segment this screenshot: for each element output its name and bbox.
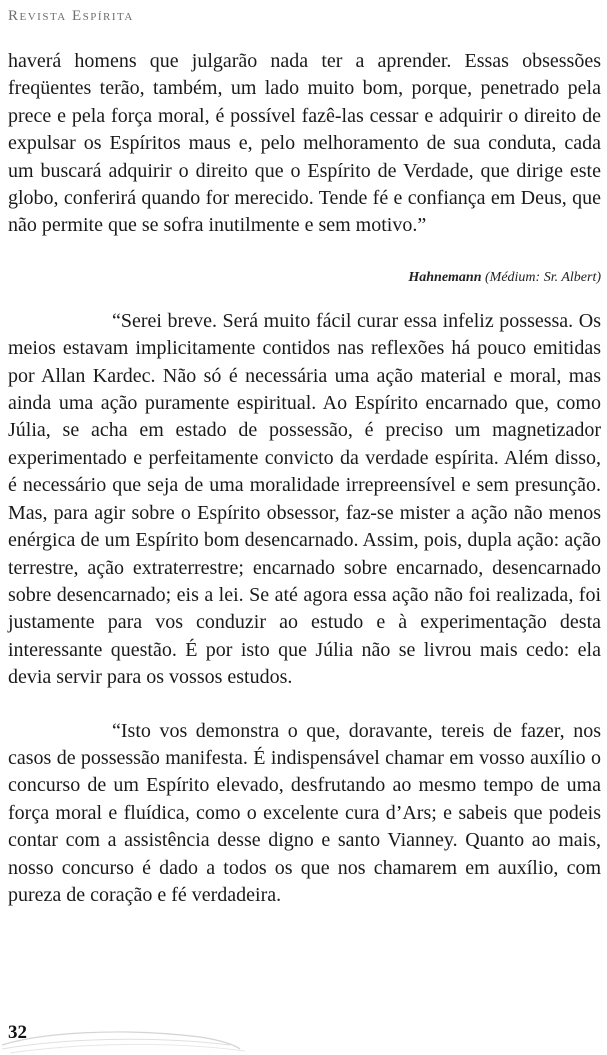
paragraph-continuation: haverá homens que julgarão nada ter a aprender. Essas obsessões freqüentes terão, também, um lado muito bom, porque, penetrado pela prece e pela força moral, é possível fazê-las cessar e adquirir o direito de expulsar os Espíritos maus e, pelo melhoramento de sua conduta, cada um buscará adquirir o direito que o Espírito de Verdade, que dirige este globo, conferirá quando for merecido. Tende fé e confiança em Deus, que não permite que se sofra inutilmente e sem motivo.” xyxy=(8,50,601,237)
signature-medium: (Médium: Sr. Albert) xyxy=(485,269,601,285)
signature-line xyxy=(8,270,601,286)
running-head: Revista Espírita xyxy=(8,8,134,24)
page-number: 32 xyxy=(8,1022,27,1043)
paragraph-gap xyxy=(8,692,601,718)
decorative-swoosh xyxy=(0,1015,250,1055)
paragraph-quote-2: “Isto vos demonstra o que, doravante, tereis de fazer, nos casos de possessão manifesta. É indispensável chamar em vosso auxílio o concurso de um Espírito elevado, desfrutando ao mesmo tempo de uma força moral e fluídica, como o excelente cura d’Ars; e sabeis que podeis contar com a assistência desse digno e santo Vianney. Quanto ao mais, nosso concurso é dado a todos os que nos chamarem em auxílio, com pureza de coração e fé verdadeira. xyxy=(8,719,601,906)
paragraph-quote-1: “Serei breve. Será muito fácil curar essa infeliz possessa. Os meios estavam implicitamente contidos nas reflexões há pouco emitidas por Allan Kardec. Não só é necessária uma ação material e moral, mas ainda uma ação puramente espiritual. Ao Espírito encarnado que, como Júlia, se acha em estado de possessão, é preciso um magnetizador experimentado e perfeitamente convicto da verdade espírita. Além disso, é necessário que seja de uma moralidade irrepreensível e sem presunção. Mas, para agir sobre o Espírito obsessor, faz-se mister a ação não menos enérgica de um Espírito bom desencarnado. Assim, pois, dupla ação: ação terrestre, ação extraterrestre; encarnado sobre encarnado, desencarnado sobre desencarnado; eis a lei. Se até agora essa ação não foi realizada, foi justamente para vos conduzir ao estudo e à experimentação desta interessante questão. É por isto que Júlia não se livrou mais cedo: ela devia servir para os vossos estudos. xyxy=(8,309,601,689)
signature-author: Hahnemann xyxy=(408,269,482,285)
page-body xyxy=(8,48,601,909)
